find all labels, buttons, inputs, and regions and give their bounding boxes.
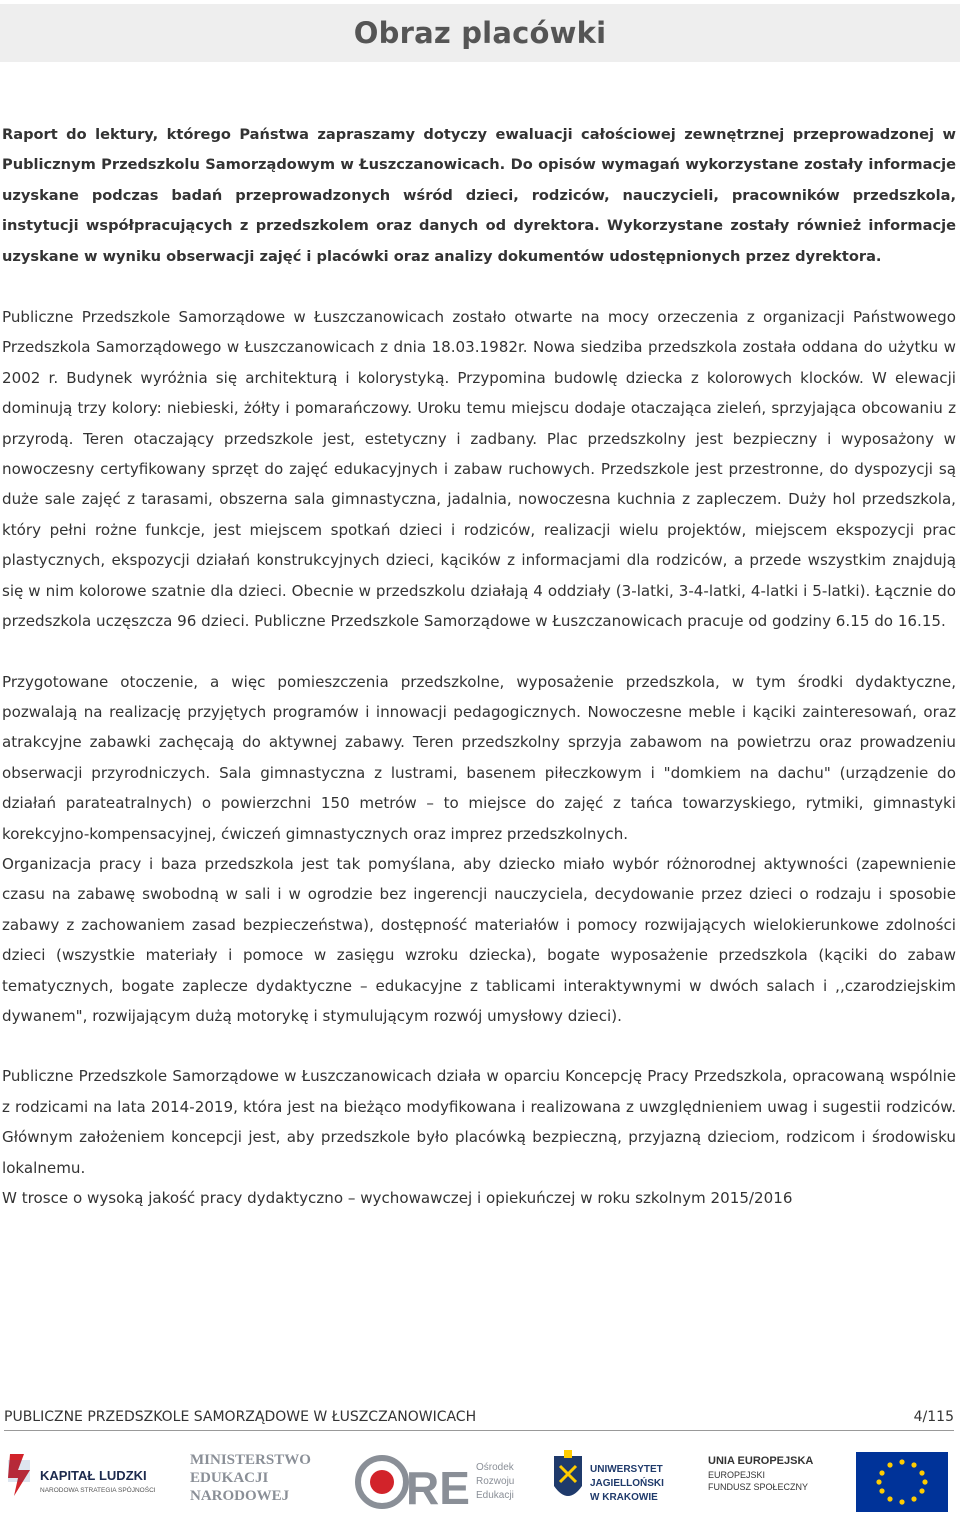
men-line3: NARODOWEJ <box>190 1488 290 1504</box>
uj-line3: W KRAKOWIE <box>590 1492 658 1503</box>
content <box>2 120 956 1213</box>
title-bar <box>0 4 960 62</box>
page-number: 4/115 <box>913 1409 954 1425</box>
paragraph-history: Publiczne Przedszkole Samorządowe w Łuszczanowicach zostało otwarte na mocy orzeczenia z organizacji Państwowego Przedszkola Samorządowego w Łuszczanowicach z dnia 18.03.1982r. Nowa siedziba przedszkola została oddana do użytku w 2002 r. Budynek wyróżnia się architekturą i kolorystyką. Przypomina budowlę dziecka z kolorowych klocków. W elewacji dominują trzy kolory: niebieski, żółty i pomarańczowy. Uroku temu miejscu dodaje otaczająca zieleń, sprzyjająca obcowaniu z przyrodą. Teren otaczający przedszkole jest, estetyczny i zadbany. Plac przedszkolny jest bezpieczny i wyposażony w nowoczesny certyfikowany sprzęt do zajęć edukacyjnych i zabaw ruchowych. Przedszkole jest przestronne, do dyspozycji są duże sale zajęć z tarasami, obszerna sala gimnastyczna, jadalnia, nowoczesna kuchnia z zapleczem. Duży hol przedszkola, który pełni rożne funkcje, jest miejscem spotkań dzieci i rodziców, realizacji wielu projektów, miejscem ekspozycji prac plastycznych, ekspozycji działań konstrukcyjnych dzieci, kącików z informacjami dla rodziców, a przede wszystkim znajdują się w nim kolorowe szatnie dla dzieci. Obecnie w przedszkolu działają 4 oddziały (3-latki, 3-4-latki, 4-latki i 5-latki). Łącznie do przedszkola uczęszcza 96 dzieci. Publiczne Przedszkole Samorządowe w Łuszczanowicach pracuje od godziny 6.15 do 16.15. <box>2 308 956 631</box>
eu-line1: UNIA EUROPEJSKA <box>708 1455 814 1467</box>
eu-line2: EUROPEJSKI <box>708 1470 766 1480</box>
ore-line3: Edukacji <box>476 1490 514 1501</box>
paragraph-quality: W trosce o wysoką jakość pracy dydaktyczno – wychowawczej i opiekuńczej w roku szkolnym 2015/2016 <box>2 1189 793 1207</box>
kapital-ludzki-subtitle: NARODOWA STRATEGIA SPÓJNOŚCI <box>40 1487 156 1494</box>
ore-line2: Rozwoju <box>476 1476 515 1487</box>
footer-school-name: PUBLICZNE PRZEDSZKOLE SAMORZĄDOWE W ŁUSZCZANOWICACH <box>4 1409 477 1425</box>
intro-paragraph: Raport do lektury, którego Państwa zapraszamy dotyczy ewaluacji całościowej zewnętrznej przeprowadzonej w Publicznym Przedszkolu Samorządowym w Łuszczanowicach. Do opisów wymagań wykorzystane zostały informacje uzyskane podczas badań przeprowadzonych wśród dzieci, rodziców, nauczycieli, pracowników przedszkola, instytucji współpracujących z przedszkolem oraz danych od dyrektora. Wykorzystane zostały również informacje uzyskane w wyniku obserwacji zajęć i placówki oraz analizy dokumentów udostępnionych przez dyrektora. <box>2 126 956 265</box>
ore-logo <box>350 1446 530 1516</box>
kapital-ludzki-title: KAPITAŁ LUDZKI <box>40 1468 147 1483</box>
paragraph-organization: Organizacja pracy i baza przedszkola jest tak pomyślana, aby dziecko miało wybór różnorodnej aktywności (zapewnienie czasu na zabawę swobodną w sali i w ogrodzie bez ingerencji nauczyciela, decydowanie przez dzieci o rodzaju i sposobie zabawy z zachowaniem zasad bezpieczeństwa), dostępność materiałów i pomocy rozwijających wielokierunkowe zdolności dzieci (wszystkie materiały i pomoce w zasięgu wzroku dziecka), bogate wyposażenie przedszkola (kąciki do zabaw tematycznych, bogate zaplecze dydaktyczne – edukacyjne z tablicami interaktywnymi w dwóch salach i ,,czarodziejskim dywanem", rozwijającym dużą motorykę i stymulującym rozwój umysłowy dzieci). <box>2 854 956 1025</box>
ore-mark-icon <box>358 1458 470 1514</box>
men-line2: EDUKACJI <box>190 1470 269 1486</box>
kapital-ludzki-logo <box>4 1446 174 1516</box>
men-line1: MINISTERSTWO <box>190 1452 311 1468</box>
ore-line1: Ośrodek <box>476 1462 514 1473</box>
uj-line2: JAGIELLOŃSKI <box>590 1478 664 1489</box>
eu-line3: FUNDUSZ SPOŁECZNY <box>708 1482 809 1492</box>
eu-efs-logo <box>704 1446 956 1516</box>
ore-mark-text: RE <box>406 1462 470 1514</box>
eu-flag-icon <box>856 1452 948 1512</box>
paragraph-environment: Przygotowane otoczenie, a więc pomieszczenia przedszkolne, wyposażenie przedszkola, w tym środki dydaktyczne, pozwalają na realizację przyjętych programów i innowacji pedagogicznych. Nowoczesne meble i kąciki zainteresowań, oraz atrakcyjne zabawki zachęcają do aktywnej zabawy. Teren przedszkolny sprzyja zabawom na powietrzu oraz prowadzeniu obserwacji przyrodniczych. Sala gimnastyczna z lustrami, basenem piłeczkowym i "domkiem na dachu" (urządzenie do działań parateatralnych) o powierzchni 150 metrów – to miejsce do zajęć z tańca towarzyskiego, rytmiki, gimnastyki korekcyjno-kompensacyjnej, ćwiczeń gimnastycznych oraz imprez przedszkolnych. <box>2 672 956 843</box>
logo-strip <box>0 1446 960 1516</box>
men-logo <box>186 1446 316 1516</box>
page-footer <box>4 1404 954 1431</box>
paragraph-concept: Publiczne Przedszkole Samorządowe w Łuszczanowicach działa w oparciu Koncepcję Pracy Przedszkola, opracowaną wspólnie z rodzicami na lata 2014-2019, która jest na bieżąco modyfikowana i realizowana z uwzględnieniem uwag i sugestii rodziców. Głównym założeniem koncepcji jest, aby przedszkole było placówką bezpieczną, przyjazną dzieciom, rodzicom i środowisku lokalnemu. <box>2 1067 956 1177</box>
uj-crest-icon <box>554 1450 582 1496</box>
uj-line1: UNIWERSYTET <box>590 1464 663 1475</box>
kapital-ludzki-icon <box>8 1454 30 1496</box>
page-title: Obraz placówki <box>353 16 607 50</box>
uj-logo <box>548 1446 698 1516</box>
